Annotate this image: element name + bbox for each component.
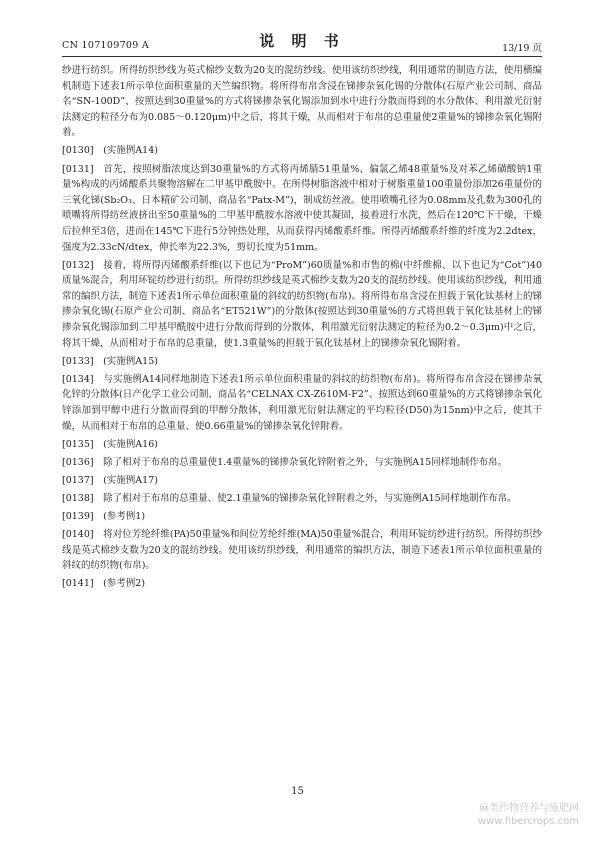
paragraph-0140: [0140] 将对位芳纶纤维(PA)50重量%和间位芳纶纤维(MA)50重量%混合，利用环锭纺纱进行纺织。所得纺织纱线是英式棉纱支数为20支的混纺纱线。使用该纺织纱线，利用通常的编织方法，制造下述表1所示单位面积重量的斜纹的纺织物(布帛)。 [62,529,542,572]
page-number: 15 [291,786,304,797]
paragraph-0141: [0141] (参考例2) [62,578,146,590]
paragraph-0132: [0132] 接着，将所得丙烯酸系纤维(以下也记为“ProM”)60质量%和市售的棉(中纤维棉、以下也记为“Cot”)40质量%混合，利用环锭纺纱进行纺织。所得纺织纱线是英式棉纱支数为20支的混纺纱线。使用该纺织纱线，利用通常的编织方法，制造下述表1所示单位面积重量的斜纹的纺织物(布帛)。将所得布帛含浸在担载于氧化钛基材上的锑掺杂氧化锡(石原产业公司制、商品名“ET521W”)的分散体(按照达到30重量%的方式将担载于氧化钛基材上的锑掺杂氧化锡添加到二甲基甲酰胺中进行分散而得到的分散体，利用激光衍射法测定的粒径为0.2～0.3μm)中之后，将其干燥，从而相对于布帛的总重量，使1.3重量%的担载于氧化钛基材上的锑掺杂氧化锡附着。 [62,259,542,349]
paragraph-0131: [0131] 首先，按照树脂浓度达到30重量%的方式将丙烯腈51重量%、偏氯乙烯48重量%及对苯乙烯磺酸钠1重量%构成的丙烯酸系共聚物溶解在二甲基甲酰胺中。在所得树脂溶液中相对于树脂重量100重量份添加26重量份的三氧化锑(Sb₂O₃、日本精矿公司制、商品名“Patx-M”)，制成纺丝液。使用喷嘴孔径为0.08mm及孔数为300孔的喷嘴将所得纺丝液挤出至50重量%的二甲基甲酰胺水溶液中使其凝固，接着进行水洗，然后在120℃下干燥，干燥后拉伸至3倍，进而在145℃下进行5分钟热处理，从而获得丙烯酸系纤维。所得丙烯酸系纤维的纤度为2.2dtex，强度为2.33cN/dtex，伸长率为22.3%，剪切长度为51mm。 [62,163,542,253]
document-title: 说 明 书 [259,32,345,50]
page-counter: 13/19 页 [502,43,542,54]
paragraph-0135: [0135] (实施例A16) [62,438,158,450]
paragraph-0133: [0133] (实施例A15) [62,355,158,367]
paragraph-0134: [0134] 与实施例A14同样地制造下述表1所示单位面积重量的斜纹的纺织物(布帛)。将所得布帛含浸在锑掺杂氧化锌的分散体(日产化学工业公司制、商品名“CELNAX CX-Z610M-F2”、按照达到60重量%的方式将锑掺杂氧化锌添加到甲醇中进行分散而得到的甲醇分散体，利用激光衍射法测定的平均粒径(D50)为15nm)中之后，使其干燥，从而相对于布帛的总重量、使0.66重量%的锑掺杂氧化锌附着。 [62,373,542,432]
paragraph-continuation: 纱进行纺织。所得纺织纱线为英式棉纱支数为20支的混纺纱线。使用该纺织纱线，利用通常的制造方法，使用横编机制造下述表1所示单位面积重量的天竺编织物。将所得布帛含浸在锑掺杂氧化锡的分散体(石原产业公司制、商品名“SN-100D”、按照达到30重量%的方式将锑掺杂氧化锡添加到水中进行分散而得到的水分散体、利用激光衍射法测定的粒径分布为0.085～0.120μm)中之后，将其干燥，从而相对于布帛的总重量使2重量%的锑掺杂氧化锡附着。 [62,65,542,139]
paragraph-0138: [0138] 除了相对于布帛的总重量、使2.1重量%的锑掺杂氧化锌附着之外，与实施例A15同样地制作布帛。 [62,492,517,504]
paragraph-0130: [0130] (实施例A14) [62,145,158,157]
page-header [62,28,542,54]
watermark [478,802,579,828]
publication-number: CN 107109709 A [62,40,150,51]
document-body [62,63,542,595]
paragraph-0137: [0137] (实施例A17) [62,474,158,486]
paragraph-0136: [0136] 除了相对于布帛的总重量使1.4重量%的锑掺杂氧化锌附着之外，与实施例A15同样地制作布帛。 [62,456,508,468]
header-rule [62,56,542,57]
paragraph-0139: [0139] (参考例1) [62,511,146,523]
watermark-line-1: 麻类作物营养与施肥网 [479,803,579,814]
watermark-line-2: www.fibercrops.com [477,816,579,827]
